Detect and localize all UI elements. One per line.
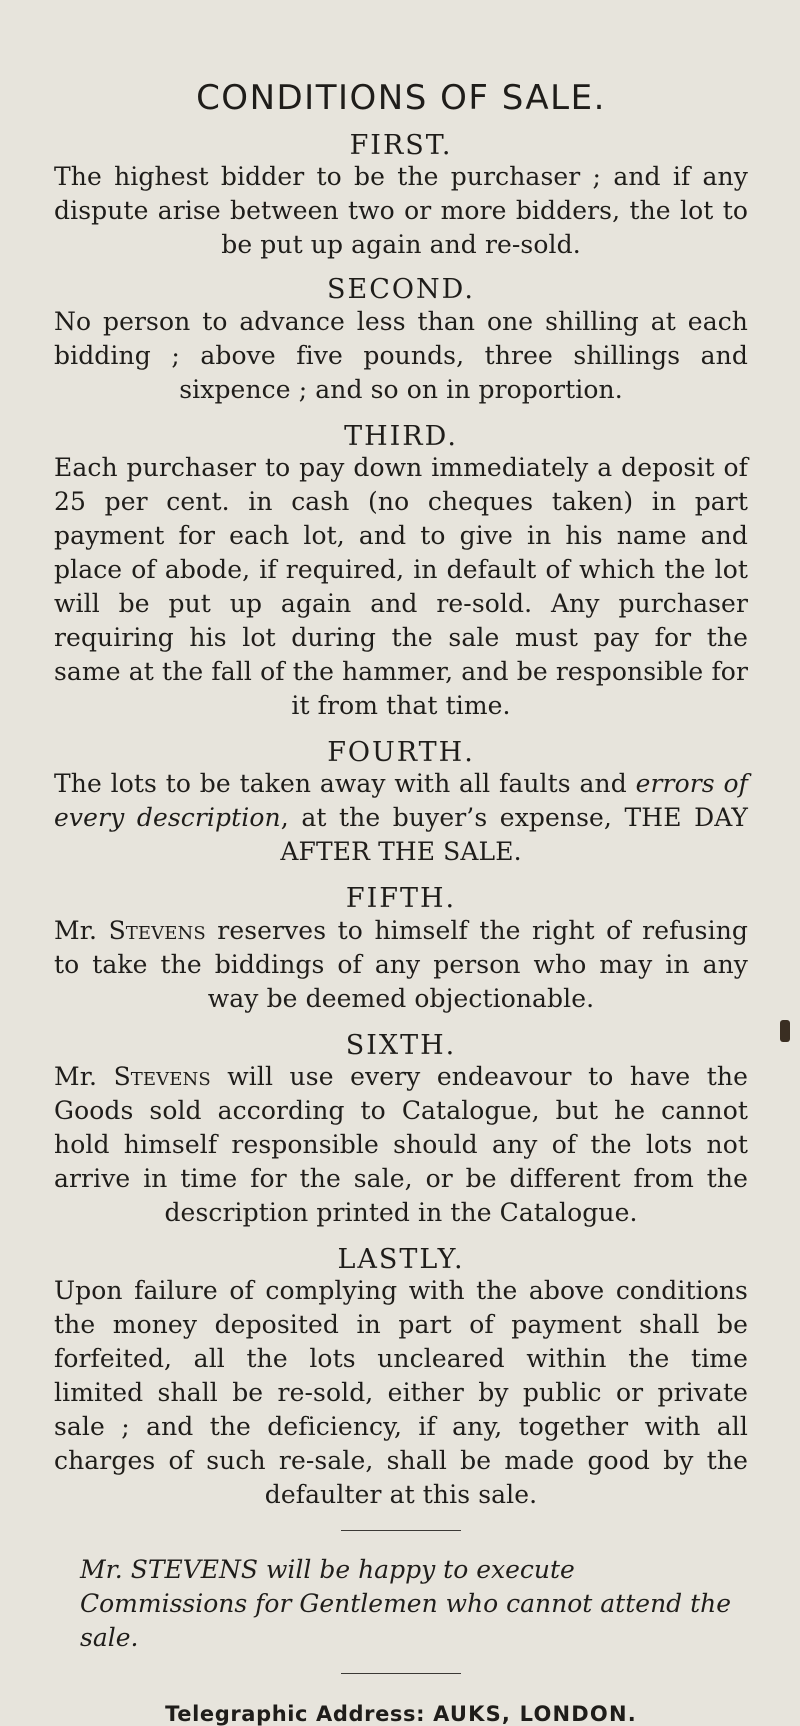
section-heading-fifth: FIFTH. [345,883,457,915]
section-heading-fourth: FOURTH. [327,737,475,769]
section-text-fifth-a: Mr. [54,915,109,945]
telegraphic-address-label: Telegraphic Address: [165,1702,426,1726]
section-text-sixth-a: Mr. [54,1062,114,1092]
section-text-first: The highest bidder to be the purchaser ; and if any dispute arise between two or more bidders, the lot to be put up again and re-sold. [54,162,748,260]
section-text-sixth-name: Stevens [113,1062,211,1092]
section-text-lastly: Upon failure of complying with the above conditions the money deposited in part of payment shall be forfeited, all the lots uncleared within the time limited shall be re-sold, either by public or private sale ; and the deficiency, if any, together with all charges of such re-sale, shall be made good by the defaulter at this sale. [54,1276,748,1510]
section-text-third: Each purchaser to pay down immediately a deposit of 25 per cent. in cash (no cheques taken) in part payment for each lot, and to give in his name and place of abode, if required, in default of which the lot will be put up again and re-sold. Any purchaser requiring his lot during the sale must pay for the same at the fall of the hammer, and be responsible for it from that time. [54,453,748,721]
page-title: CONDITIONS OF SALE. [196,78,606,118]
section-text-second: No person to advance less than one shilling at each bidding ; above five pounds, three shillings and sixpence ; and so on in proportion. [54,306,748,404]
telegraphic-address [54,1702,748,1726]
margin-ink-mark [780,1020,790,1042]
divider-rule [341,1673,461,1674]
section-text-fourth [54,767,748,869]
divider-rule [341,1530,461,1531]
section-text-fourth-italic: errors of every description [54,769,748,833]
section-text-fifth [54,914,748,1016]
section-text-fourth-b: , at the buyer’s expense, THE DAY AFTER THE SALE. [280,803,748,867]
section-heading-first: FIRST. [349,130,453,161]
section-text-fifth-name: Stevens [108,915,206,945]
section-heading-third: THIRD. [344,420,458,452]
section-text-sixth [54,1060,748,1230]
section-heading-sixth: SIXTH. [345,1029,457,1061]
section-text-fourth-a: The lots to be taken away with all faults and [54,769,636,799]
closing-note: Mr. STEVENS will be happy to execute Commissions for Gentlemen who cannot attend the sale. [80,1555,732,1653]
section-text-sixth-b: will use every endeavour to have the Goods sold according to Catalogue, but he cannot hold himself responsible should any of the lots not arrive in time for the sale, or be different from the description printed in the Catalogue. [54,1062,748,1228]
section-text-fifth-b: reserves to himself the right of refusing to take the biddings of any person who may in any way be deemed objectionable. [54,915,748,1013]
section-heading-second: SECOND. [327,274,475,306]
telegraphic-address-value: AUKS, LONDON. [433,1702,637,1726]
section-heading-lastly: LASTLY. [337,1244,465,1276]
